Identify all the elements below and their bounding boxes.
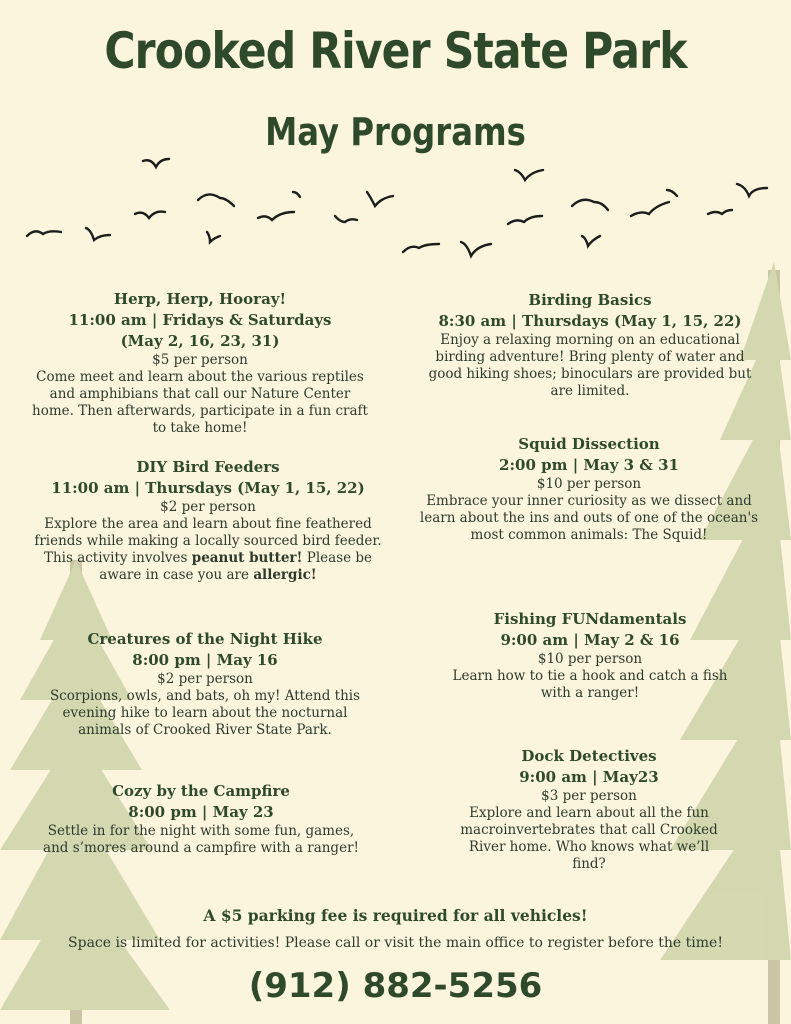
program-diy-bird-feeders <box>30 456 386 584</box>
birds-flock <box>27 159 767 256</box>
program-time: 8:30 am | Thursdays (May 1, 15, 22) <box>438 312 742 330</box>
bird-icon <box>367 192 393 206</box>
program-time: 11:00 am | Fridays & Saturdays <box>68 311 332 329</box>
program-description: Explore and learn about all the fun macroinvertebrates that call Crooked River home. Who knows what we’ll find? <box>460 805 718 872</box>
bird-icon <box>198 194 234 206</box>
bird-icon <box>582 236 600 246</box>
program-description: Settle in for the night with some fun, games, and s’mores around a campfire with a ranger! <box>43 823 359 856</box>
program-time: 11:00 am | Thursdays (May 1, 15, 22) <box>51 479 365 497</box>
program-price: $5 per person <box>152 352 248 368</box>
program-birding-basics <box>420 289 760 400</box>
bird-icon <box>135 212 165 218</box>
program-price: $10 per person <box>536 476 642 492</box>
phone-number: (912) 882-5256 <box>248 966 543 1006</box>
program-name: Birding Basics <box>528 291 652 309</box>
program-cozy-campfire <box>36 780 366 857</box>
bird-icon <box>631 202 669 216</box>
description-text: Explore the area and learn about fine feathered friends while making a locally sourced bird feeder. This activity involves <box>34 516 382 566</box>
bird-icon <box>143 159 169 167</box>
program-time: 8:00 pm | May 16 <box>132 651 278 669</box>
bird-icon <box>572 200 608 210</box>
bird-icon <box>667 190 677 196</box>
bird-icon <box>708 210 732 214</box>
program-name: Cozy by the Campfire <box>112 782 290 800</box>
program-description <box>30 516 386 584</box>
program-creatures-night-hike <box>40 628 370 739</box>
bird-icon <box>515 170 543 180</box>
page-subtitle: May Programs <box>265 110 526 154</box>
program-time: 9:00 am | May23 <box>519 768 659 786</box>
program-price: $2 per person <box>157 671 253 687</box>
program-description: Embrace your inner curiosity as we dissect and learn about the ins and outs of one of the ocean's most common animals: The Squid! <box>419 493 759 543</box>
program-fishing-fundamentals <box>440 608 740 702</box>
bird-icon <box>461 242 491 256</box>
program-time: 2:00 pm | May 3 & 31 <box>499 456 679 474</box>
parking-notice: A $5 parking fee is required for all vehicles! <box>203 906 588 925</box>
program-herp-herp-hooray <box>30 288 370 437</box>
program-name: Herp, Herp, Hooray! <box>113 290 287 308</box>
program-price: $3 per person <box>541 788 637 804</box>
program-squid-dissection <box>415 433 763 544</box>
bird-icon <box>737 184 767 196</box>
bird-icon <box>508 216 542 224</box>
program-dates: (May 2, 16, 23, 31) <box>120 332 280 350</box>
program-time: 8:00 pm | May 23 <box>128 803 274 821</box>
program-price: $2 per person <box>160 499 256 515</box>
program-name: Fishing FUNdamentals <box>493 610 687 628</box>
program-name: Dock Detectives <box>521 747 657 765</box>
program-description: Enjoy a relaxing morning on an educational birding adventure! Bring plenty of water and good hiking shoes; binoculars are provided but are limited. <box>428 332 752 399</box>
program-time: 9:00 am | May 2 & 16 <box>500 631 680 649</box>
bird-icon <box>293 192 300 197</box>
description-text: Please be aware in case you are <box>99 550 373 583</box>
bird-icon <box>86 228 110 240</box>
page-title: Crooked River State Park <box>104 22 687 80</box>
bird-icon <box>258 212 294 220</box>
program-description: Come meet and learn about the various reptiles and amphibians that call our Nature Center home. Then afterwards, participate in a fun craft to take home! <box>32 369 368 436</box>
allergen-warning: peanut butter! <box>191 550 303 566</box>
registration-notice: Space is limited for activities! Please call or visit the main office to register before the time! <box>68 935 723 951</box>
program-price: $10 per person <box>537 651 643 667</box>
program-dock-detectives <box>450 745 728 873</box>
allergen-warning: allergic! <box>253 567 317 583</box>
program-name: Creatures of the Night Hike <box>87 630 323 648</box>
bird-icon <box>335 216 357 222</box>
bird-icon <box>207 232 220 242</box>
program-description: Scorpions, owls, and bats, oh my! Attend this evening hike to learn about the nocturnal animals of Crooked River State Park. <box>49 688 361 738</box>
program-name: Squid Dissection <box>518 435 660 453</box>
bird-icon <box>403 244 439 252</box>
program-name: DIY Bird Feeders <box>136 458 280 476</box>
program-description: Learn how to tie a hook and catch a fish with a ranger! <box>452 668 728 701</box>
bird-icon <box>27 231 61 236</box>
